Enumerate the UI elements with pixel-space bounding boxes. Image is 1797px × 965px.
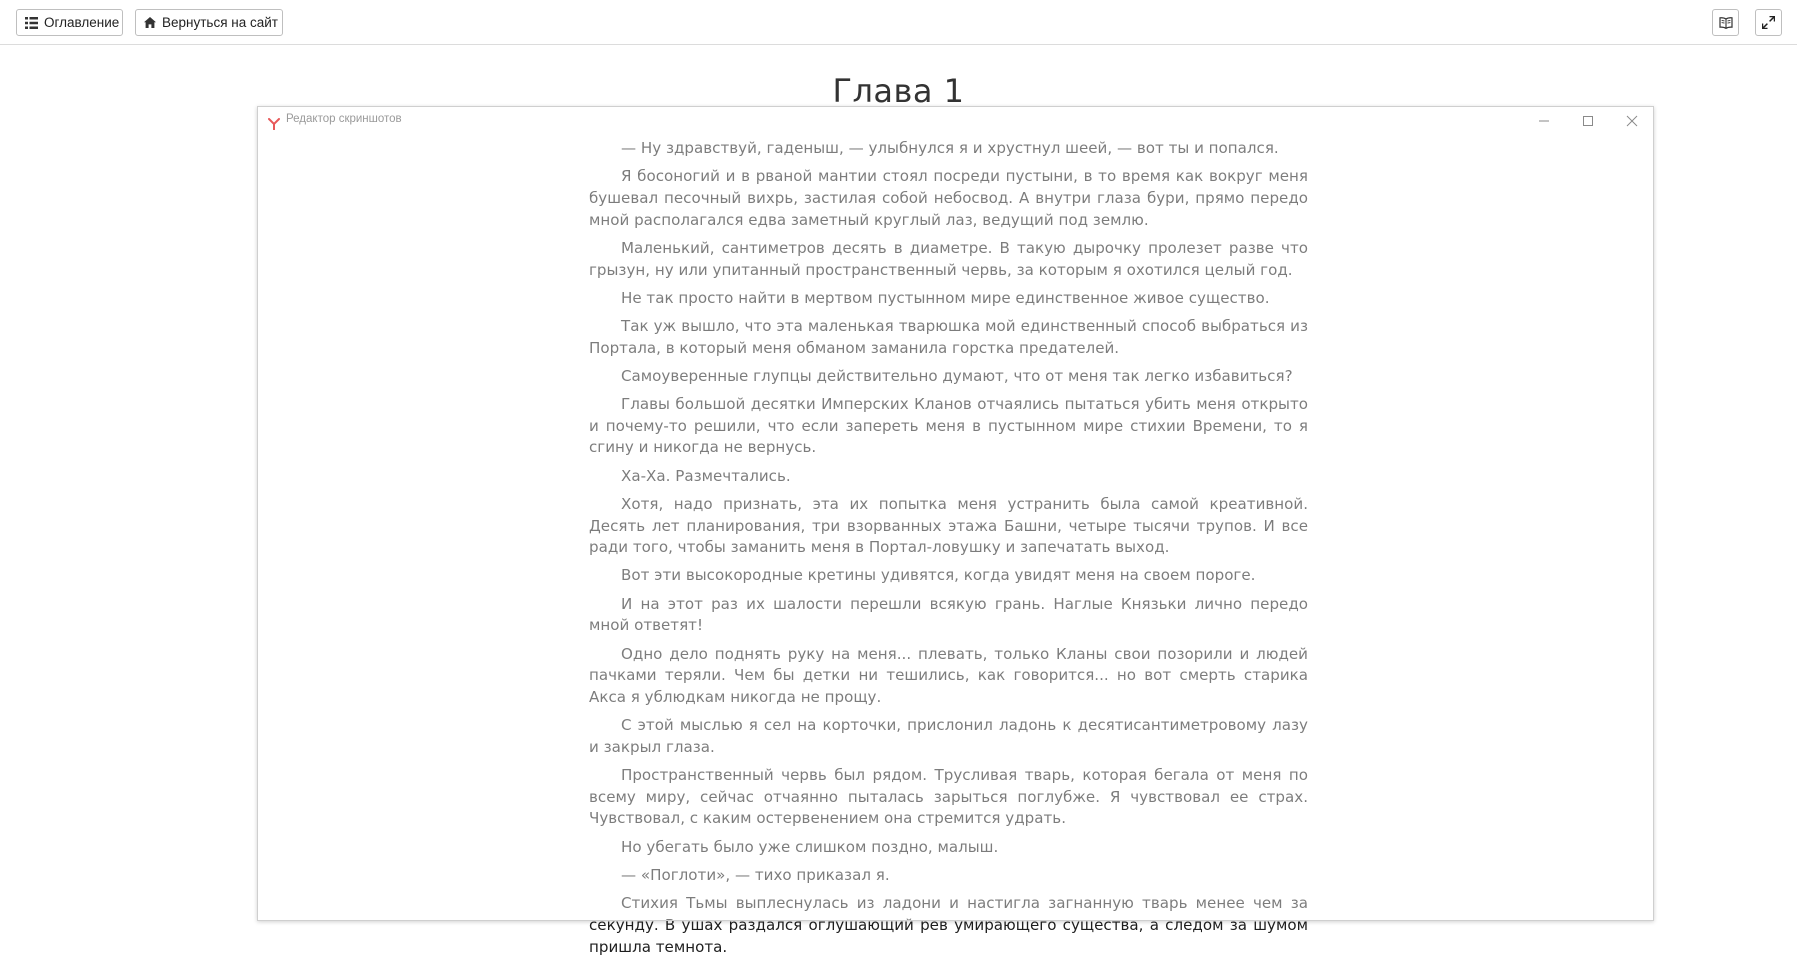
maximize-button[interactable] [1580,113,1596,129]
paragraph: Ха-Ха. Размечтались. [621,466,791,485]
toc-button[interactable] [16,9,123,36]
paragraph: Хотя, надо признать, эта их попытка меня устранить была самой креативной. Десять лет планирования, три взорванных этажа Башни, четыре тысячи трупов. И все ради того, чтобы заманить меня в Портал-ловушку и запечатать выход. [589,494,1308,557]
paragraph: Вот эти высокородные кретины удивятся, когда увидят меня на своем пороге. [621,566,1256,585]
back-to-site-button[interactable] [135,9,283,36]
fullscreen-button[interactable] [1755,9,1782,36]
paragraph: Главы большой десятки Имперских Кланов отчаялись пытаться убить меня открыто и почему-то решили, что если запереть меня в пустынном мире стихии Времени, то я сгину и никогда не вернусь. [589,395,1308,457]
paragraph: Самоуверенные глупцы действительно думают, что от меня так легко избавиться? [621,366,1293,385]
paragraph: Пространственный червь был рядом. Трусливая тварь, которая бегала от меня по всему миру, сейчас отчаянно пыталась зарыться поглубже. Я чувствовал ее страх. Чувствовал, с каким остервенением она стремится удрать. [589,766,1308,828]
close-button[interactable] [1624,113,1640,129]
reading-mode-button[interactable] [1712,9,1739,36]
paragraph: Я босоногий и в рваной мантии стоял посреди пустыни, в то время как вокруг меня бушевал песочный вихрь, застилая собой небосвод. А внутри глаза бури, прямо передо мной располагался едва заметный круглый лаз, ведущий под землю. [589,167,1308,229]
home-icon [144,17,156,28]
chapter-title: Глава 1 [832,72,965,110]
minimize-icon [1538,115,1550,127]
close-icon [1626,115,1638,127]
list-icon [25,17,38,29]
paragraph: Маленький, сантиметров десять в диаметре. В такую дырочку пролезет разве что грызун, ну или упитанный пространственный червь, за которым я охотился целый год. [589,238,1308,279]
minimize-button[interactable] [1536,113,1552,129]
reader-toolbar [0,0,1797,45]
paragraph: Стихия Тьмы выплеснулась из ладони и настигла загнанную тварь менее чем за секунду. В ушах раздался оглушающий рев умирающего существа, а следом за шумом пришла темнота. [589,894,1308,956]
paragraph: Одно дело поднять руку на меня... плевать, только Кланы свои позорили и людей пачками теряли. Чем бы детки ни тешились, как говорится... но вот смерть старика Акса я ублюдкам никогда не прощу. [589,644,1308,706]
screenshot-editor-titlebar[interactable] [258,107,1653,135]
maximize-icon [1582,115,1594,127]
back-to-site-label: Вернуться на сайт [162,15,278,30]
screenshot-editor-title: Редактор скриншотов [286,113,402,125]
paragraph: И на этот раз их шалости перешли всякую грань. Наглые Князьки лично передо мной ответят! [589,594,1308,635]
paragraph: Но убегать было уже слишком поздно, малыш. [621,837,999,856]
paragraph: Так уж вышло, что эта маленькая тварюшка мой единственный способ выбраться из Портала, в который меня обманом заманила горстка предателей. [589,316,1308,357]
paragraph: — «Поглоти», — тихо приказал я. [621,865,890,884]
screenshot-editor-window[interactable] [257,106,1654,921]
toc-button-label: Оглавление [44,15,120,30]
paragraph: — Ну здравствуй, гаденыш, — улыбнулся я и хрустнул шеей, — вот ты и попался. [621,139,1279,157]
screenshot-editor-logo-icon [268,115,280,127]
paragraph: С этой мыслью я сел на корточки, прислонил ладонь к десятисантиметровому лазу и закрыл глаза. [589,716,1308,756]
paragraph: Не так просто найти в мертвом пустынном мире единственное живое существо. [621,288,1270,307]
book-open-icon [1719,17,1733,29]
expand-icon [1762,16,1775,29]
